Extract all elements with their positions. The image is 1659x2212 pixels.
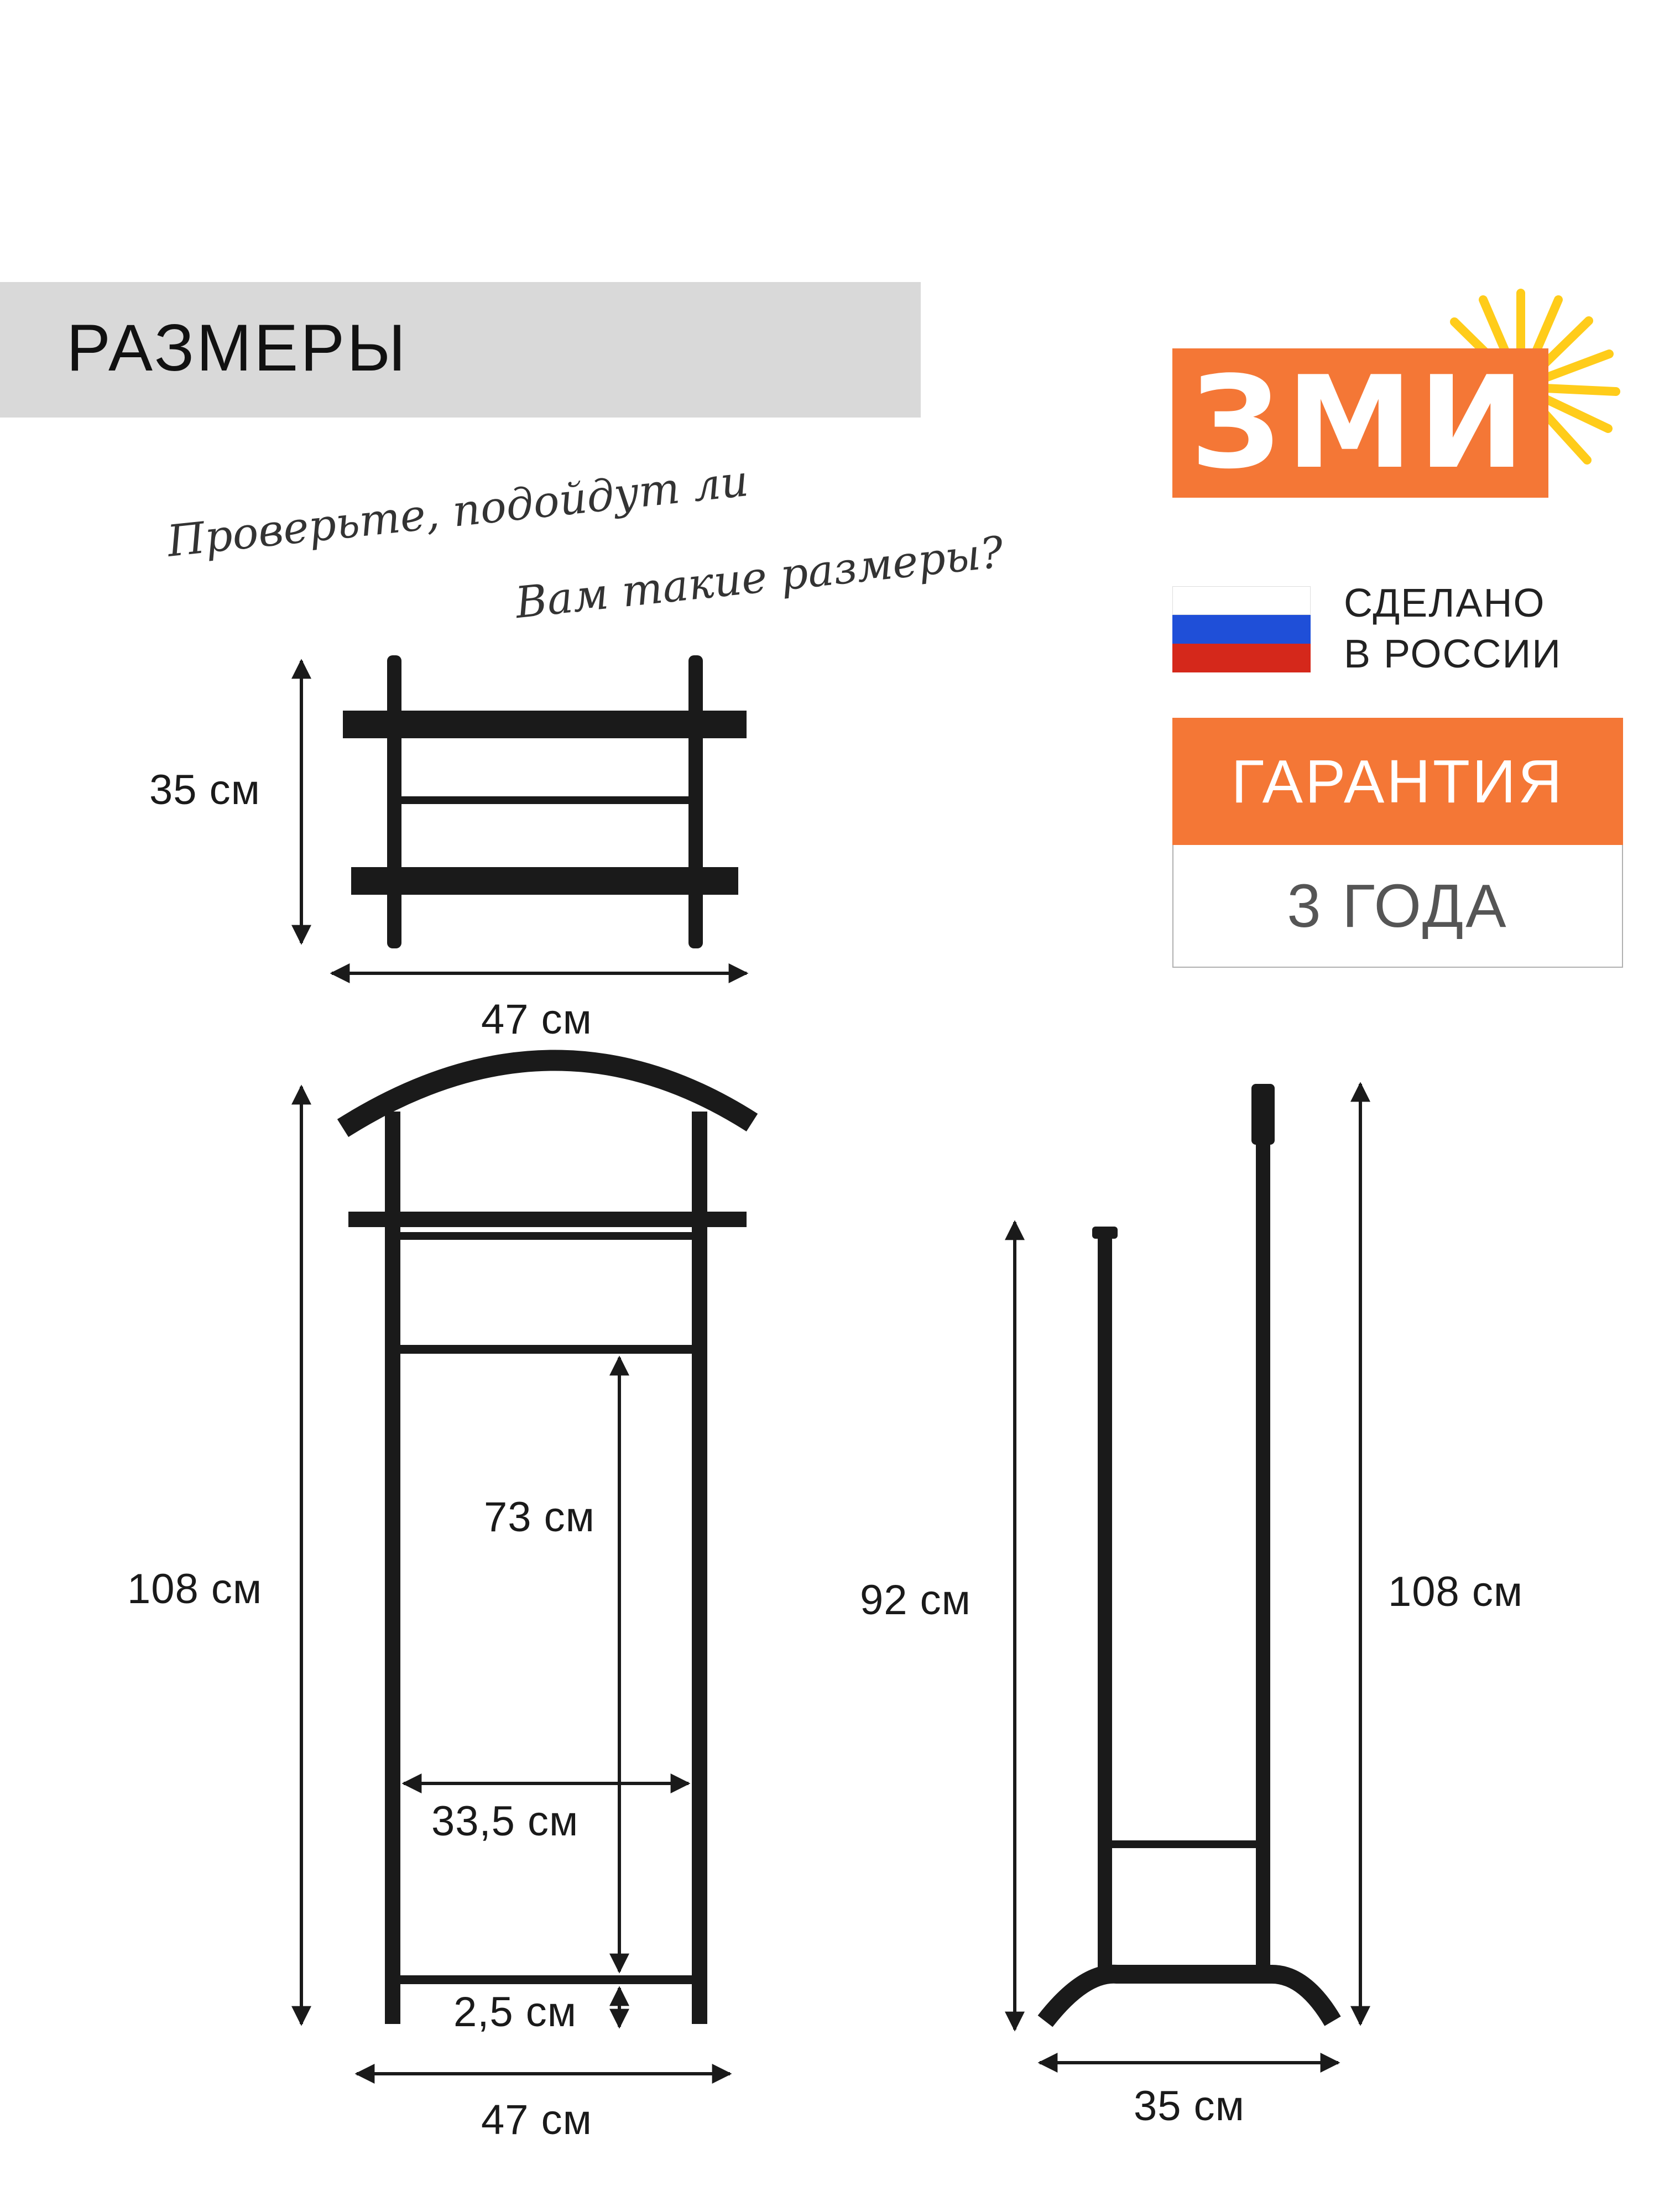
made-in-line2: В РОССИИ <box>1344 632 1562 676</box>
tagline-line2: Вам такие размеры? <box>513 527 1006 629</box>
front-view-drawing <box>343 1060 752 2024</box>
side-view-depth-label: 35 см <box>1134 2083 1245 2130</box>
warranty-label: ГАРАНТИЯ <box>1172 718 1623 845</box>
front-view-inner-width-label: 33,5 см <box>431 1798 579 1845</box>
front-view-height-label: 108 см <box>127 1566 263 1613</box>
front-view-gap-label: 2,5 см <box>453 1989 577 2036</box>
top-view-depth-label: 35 см <box>149 766 260 813</box>
front-view-inner-height-label: 73 см <box>484 1494 595 1541</box>
front-view-width-label: 47 см <box>481 2096 592 2143</box>
side-view-high-height-label: 108 см <box>1388 1568 1524 1615</box>
side-view-low-height-label: 92 см <box>860 1577 971 1624</box>
tagline-line1: Проверьте, подойдут ли <box>165 456 751 567</box>
top-view-drawing <box>343 655 747 948</box>
brand-logo-text: ЗМИ <box>1190 349 1531 497</box>
page-title: РАЗМЕРЫ <box>66 311 408 385</box>
warranty-period: 3 ГОДА <box>1172 845 1623 968</box>
top-view-width-label: 47 см <box>481 996 592 1043</box>
made-in-line1: СДЕЛАНО <box>1344 581 1546 625</box>
side-view-drawing <box>1045 1084 1333 2021</box>
